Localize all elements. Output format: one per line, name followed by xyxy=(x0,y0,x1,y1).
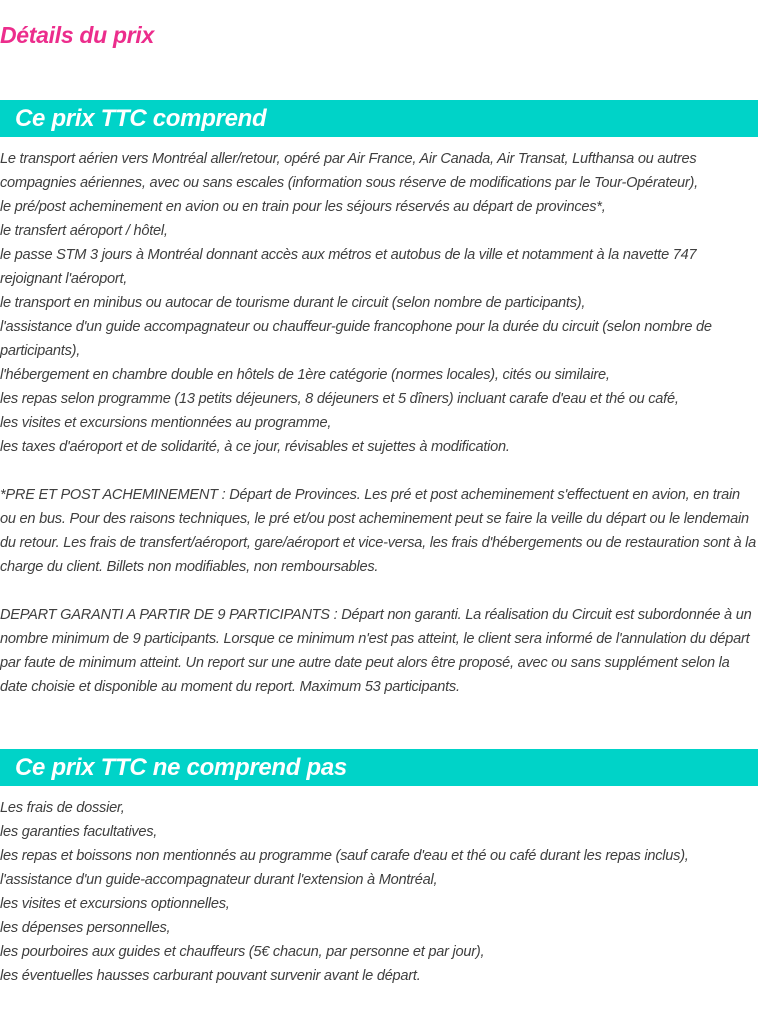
guaranteed-departure-text: DEPART GARANTI A PARTIR DE 9 PARTICIPANTS : Départ non garanti. La réalisation du Circuit est subordonnée à un nombre minimum de 9 participants. Lorsque ce minimum n'est pas atteint, le client sera informé de l'annulation du départ par faute de minimum atteint. Un report sur une autre date peut alors être proposé, avec ou sans supplément selon la date choisie et disponible au moment du report. Maximum 53 participants. xyxy=(0,607,752,695)
list-item: le transport en minibus ou autocar de tourisme durant le circuit (selon nombre de participants), xyxy=(0,295,586,311)
includes-list xyxy=(0,147,758,459)
list-item: le transfert aéroport / hôtel, xyxy=(0,223,168,239)
list-item: l'hébergement en chambre double en hôtels de 1ère catégorie (normes locales), cités ou similaire, xyxy=(0,367,610,383)
list-item: les garanties facultatives, xyxy=(0,824,158,840)
excludes-heading: Ce prix TTC ne comprend pas xyxy=(15,754,347,781)
list-item: les visites et excursions mentionnées au programme, xyxy=(0,415,332,431)
guaranteed-departure-note xyxy=(0,603,758,699)
list-item: les visites et excursions optionnelles, xyxy=(0,896,230,912)
list-item: les taxes d'aéroport et de solidarité, à ce jour, révisables et sujettes à modification. xyxy=(0,439,510,455)
excludes-list xyxy=(0,796,758,988)
pre-post-note-text: *PRE ET POST ACHEMINEMENT : Départ de Provinces. Les pré et post acheminement s'effectuent en avion, en train ou en bus. Pour des raisons techniques, le pré et/ou post acheminement peut se faire la veille du départ ou le lendemain du retour. Les frais de transfert/aéroport, gare/aéroport et vice-versa, les frais d'hébergements ou de restauration sont à la charge du client. Billets non modifiables, non remboursables. xyxy=(0,487,756,575)
includes-heading: Ce prix TTC comprend xyxy=(15,105,267,132)
list-item: l'assistance d'un guide-accompagnateur durant l'extension à Montréal, xyxy=(0,872,438,888)
list-item: le passe STM 3 jours à Montréal donnant accès aux métros et autobus de la ville et notamment à la navette 747 rejoignant l'aéroport, xyxy=(0,247,697,287)
list-item: les pourboires aux guides et chauffeurs (5€ chacun, par personne et par jour), xyxy=(0,944,485,960)
list-item: les repas et boissons non mentionnés au programme (sauf carafe d'eau et thé ou café durant les repas inclus), xyxy=(0,848,689,864)
list-item: le pré/post acheminement en avion ou en train pour les séjours réservés au départ de provinces*, xyxy=(0,199,606,215)
includes-section-header xyxy=(0,100,758,137)
page-title: Détails du prix xyxy=(0,22,154,48)
excludes-section-header xyxy=(0,749,758,786)
list-item: les éventuelles hausses carburant pouvant survenir avant le départ. xyxy=(0,968,421,984)
list-item: l'assistance d'un guide accompagnateur ou chauffeur-guide francophone pour la durée du circuit (selon nombre de participants), xyxy=(0,319,712,359)
list-item: les repas selon programme (13 petits déjeuners, 8 déjeuners et 5 dîners) incluant carafe d'eau et thé ou café, xyxy=(0,391,679,407)
list-item: Les frais de dossier, xyxy=(0,800,125,816)
list-item: les dépenses personnelles, xyxy=(0,920,171,936)
list-item: Le transport aérien vers Montréal aller/retour, opéré par Air France, Air Canada, Air Transat, Lufthansa ou autres compagnies aériennes, avec ou sans escales (information sous réserve de modifications par le Tour-Opérateur), xyxy=(0,151,698,191)
pre-post-note xyxy=(0,483,758,579)
